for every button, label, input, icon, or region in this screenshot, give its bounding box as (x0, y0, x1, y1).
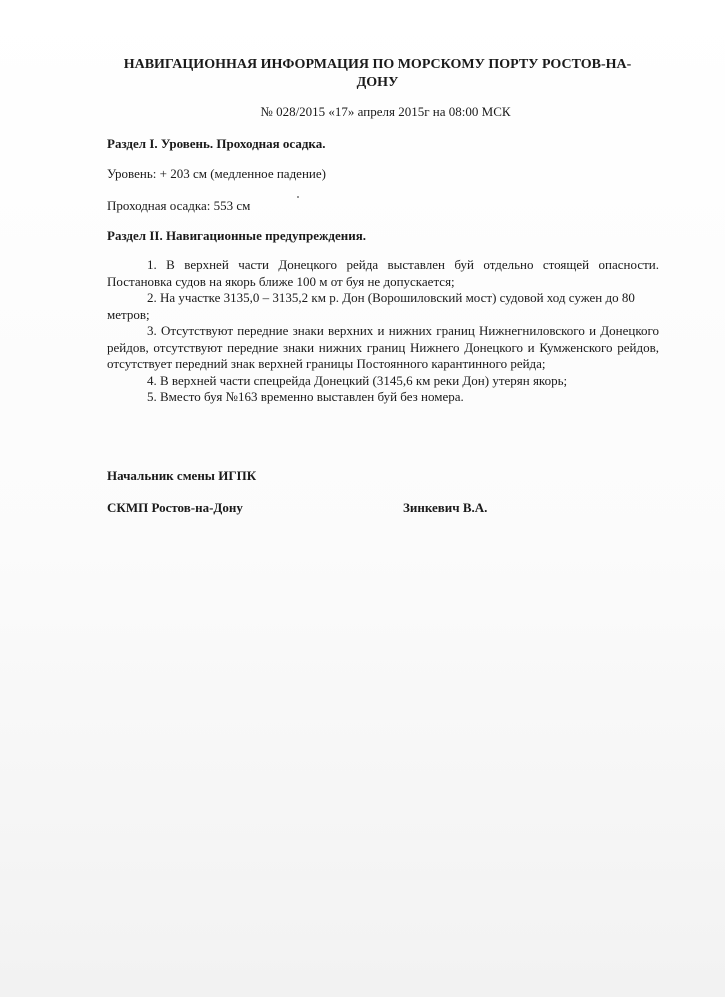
draft-line: Проходная осадка: 553 см (107, 198, 251, 213)
warning-item: 4. В верхней части спецрейда Донецкий (3145,6 км реки Дон) утерян якорь; (147, 372, 568, 388)
signature-name: Зинкевич В.А. (403, 500, 488, 515)
warnings-list (107, 257, 659, 406)
signature-organization: СКМП Ростов-на-Дону (107, 500, 243, 515)
signature-position: Начальник смены ИГПК (107, 468, 257, 483)
document-title: НАВИГАЦИОННАЯ ИНФОРМАЦИЯ ПО МОРСКОМУ ПОРТУ РОСТОВ-НА-ДОНУ (123, 57, 632, 90)
level-line: Уровень: + 203 см (медленное падение) (107, 166, 326, 181)
warning-item: 5. Вместо буя №163 временно выставлен буй без номера. (147, 389, 464, 404)
warning-item: 1. В верхней части Донецкого рейда выставлен буй отдельно стоящей опасности. Постановка судов на якорь ближе 100 м от буя не допускается; (107, 257, 659, 289)
warning-item: 3. Отсутствуют передние знаки верхних и нижних границ Нижнегниловского и Донецкого рейдов, отсутствуют передние знаки нижних границ Нижнего Донецкого и Кумженского рейдов, отсутствует передний знак верхней границы Постоянного карантинного рейда; (107, 323, 659, 371)
scan-speck (297, 196, 299, 198)
warning-item: 2. На участке 3135,0 – 3135,2 км р. Дон (Ворошиловский мост) судовой ход сужен до 80 метров; (107, 290, 635, 322)
issue-line: № 028/2015 «17» апреля 2015г на 08:00 МСК (260, 104, 511, 119)
section1-heading: Раздел I. Уровень. Проходная осадка. (107, 136, 326, 151)
section2-heading: Раздел II. Навигационные предупреждения. (107, 228, 367, 243)
